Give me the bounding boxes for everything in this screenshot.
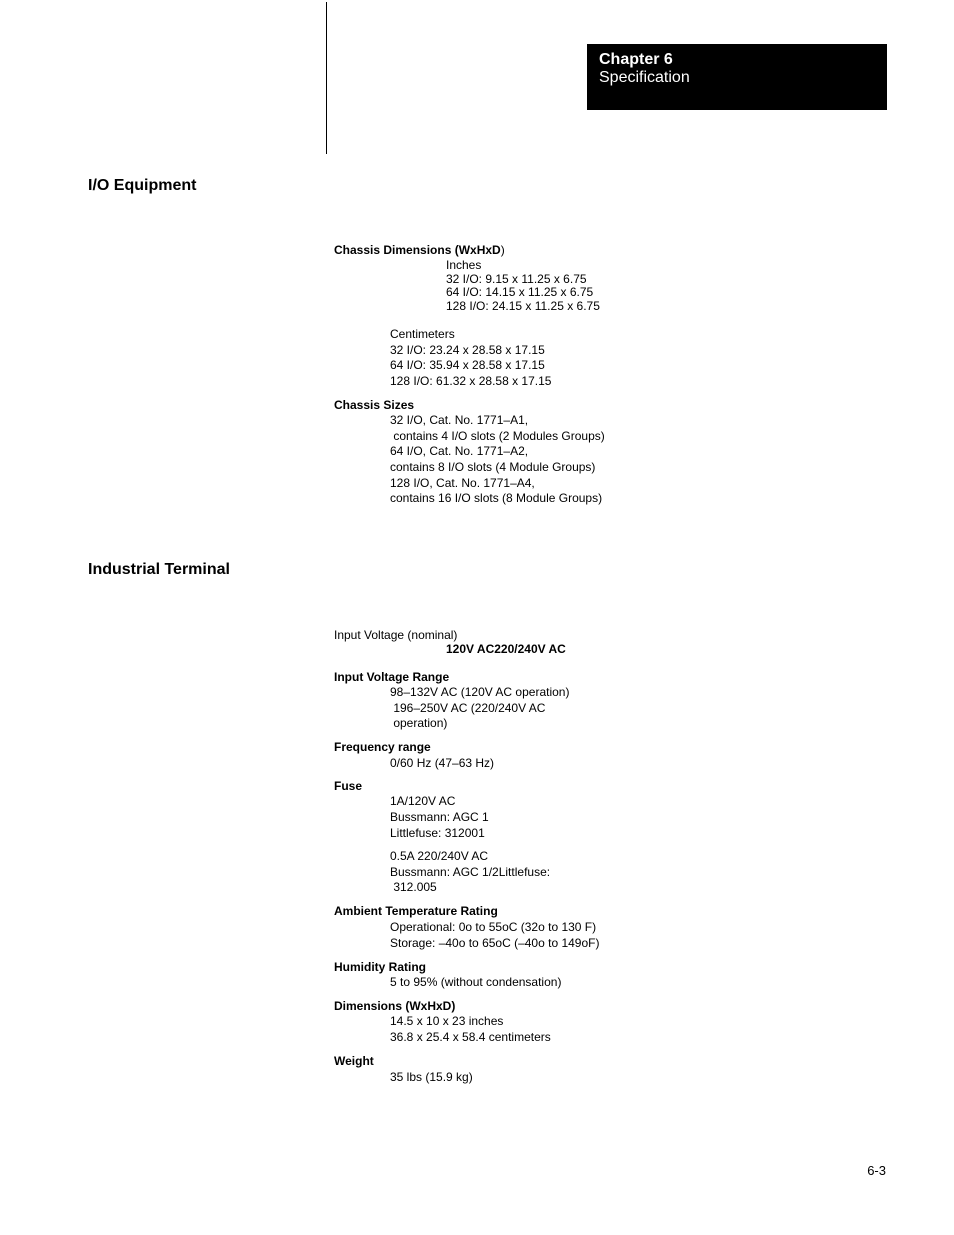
cm-32: 32 I/O: 23.24 x 28.58 x 17.15 xyxy=(390,343,545,357)
fuse-line: 312.005 xyxy=(390,880,437,894)
frequency-range-label: Frequency range xyxy=(334,740,431,754)
chassis-sizes-line: contains 8 I/O slots (4 Module Groups) xyxy=(390,460,596,474)
page-number: 6-3 xyxy=(867,1163,886,1178)
fuse-line: Littlefuse: 312001 xyxy=(390,826,485,840)
humidity-value: 5 to 95% (without condensation) xyxy=(390,975,562,989)
chapter-number: Chapter 6 xyxy=(599,51,673,68)
input-voltage-range-label: Input Voltage Range xyxy=(334,670,450,684)
section-heading-industrial-terminal: Industrial Terminal xyxy=(88,561,230,578)
dimensions-line: 14.5 x 10 x 23 inches xyxy=(390,1014,504,1028)
chapter-title: Specification xyxy=(599,69,690,86)
fuse-line: 0.5A 220/240V AC xyxy=(390,849,489,863)
input-voltage-range-line: 98–132V AC (120V AC operation) xyxy=(390,685,570,699)
fuse-label: Fuse xyxy=(334,779,363,793)
weight-label: Weight xyxy=(334,1054,374,1068)
input-voltage-value: 120V AC220/240V AC xyxy=(446,642,566,656)
section-heading-io-equipment: I/O Equipment xyxy=(88,177,197,194)
input-voltage-range-line: operation) xyxy=(390,716,448,730)
weight-value: 35 lbs (15.9 kg) xyxy=(390,1070,473,1084)
ambient-temperature-label: Ambient Temperature Rating xyxy=(334,904,498,918)
vertical-rule xyxy=(326,2,327,154)
chassis-sizes-line: 32 I/O, Cat. No. 1771–A1, xyxy=(390,413,529,427)
dimensions-label: Dimensions (WxHxD) xyxy=(334,999,456,1013)
cm-128: 128 I/O: 61.32 x 28.58 x 17.15 xyxy=(390,374,552,388)
frequency-range-value: 0/60 Hz (47–63 Hz) xyxy=(390,756,495,770)
inches-32: 32 I/O: 9.15 x 11.25 x 6.75 xyxy=(446,272,587,286)
chassis-dimensions-label: Chassis Dimensions (WxHxD) xyxy=(334,243,505,257)
fuse-line: 1A/120V AC xyxy=(390,794,456,808)
centimeters-label: Centimeters xyxy=(390,327,455,341)
chapter-header-box xyxy=(587,44,887,110)
input-voltage-range-line: 196–250V AC (220/240V AC xyxy=(390,701,546,715)
chassis-sizes-line: 128 I/O, Cat. No. 1771–A4, xyxy=(390,476,535,490)
inches-label: Inches xyxy=(446,258,482,272)
dimensions-line: 36.8 x 25.4 x 58.4 centimeters xyxy=(390,1030,551,1044)
ambient-temperature-line: Operational: 0o to 55oC (32o to 130 F) xyxy=(390,920,597,934)
chassis-sizes-line: contains 16 I/O slots (8 Module Groups) xyxy=(390,491,603,505)
inches-128: 128 I/O: 24.15 x 11.25 x 6.75 xyxy=(446,299,600,313)
humidity-label: Humidity Rating xyxy=(334,960,426,974)
chassis-sizes-line: contains 4 I/O slots (2 Modules Groups) xyxy=(390,429,605,443)
input-voltage-label: Input Voltage (nominal) xyxy=(334,628,458,642)
inches-64: 64 I/O: 14.15 x 11.25 x 6.75 xyxy=(446,285,594,299)
fuse-line: Bussmann: AGC 1 xyxy=(390,810,489,824)
cm-64: 64 I/O: 35.94 x 28.58 x 17.15 xyxy=(390,358,545,372)
chassis-sizes-label: Chassis Sizes xyxy=(334,398,415,412)
ambient-temperature-line: Storage: –40o to 65oC (–40o to 149oF) xyxy=(390,936,600,950)
fuse-line: Bussmann: AGC 1/2Littlefuse: xyxy=(390,865,551,879)
chassis-sizes-line: 64 I/O, Cat. No. 1771–A2, xyxy=(390,444,529,458)
